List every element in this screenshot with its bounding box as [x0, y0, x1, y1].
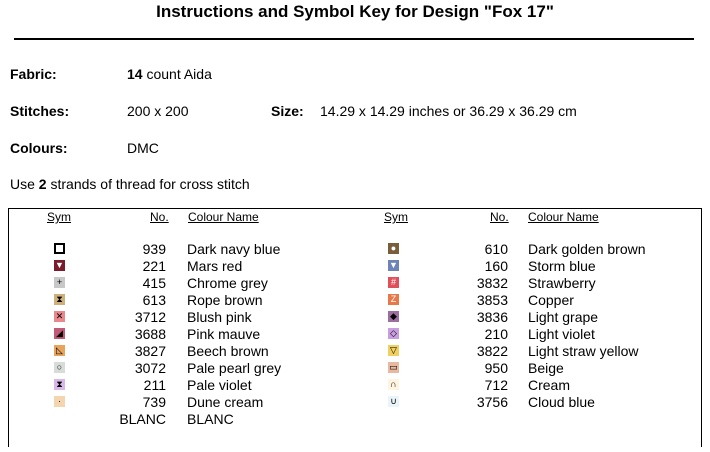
header-name-left: Colour Name	[188, 210, 259, 224]
dot-icon: ·	[54, 396, 65, 407]
colour-number: 3836	[476, 309, 508, 325]
stitches-label: Stitches:	[10, 103, 70, 119]
colour-number: 160	[484, 258, 508, 274]
colour-name: Pale pearl grey	[187, 360, 282, 376]
colour-number: 221	[142, 258, 166, 274]
colour-number: 3822	[476, 343, 508, 359]
colour-name: Copper	[528, 292, 574, 308]
fabric-value	[127, 66, 212, 82]
header-name-right: Colour Name	[528, 210, 599, 224]
cross-icon: ✕	[55, 311, 64, 321]
hollow-square-icon	[54, 243, 65, 254]
colour-name: Cream	[528, 377, 571, 393]
colour-name: Beige	[528, 360, 564, 376]
diamond-outline-icon: ◇	[388, 328, 399, 339]
colour-name: Light straw yellow	[528, 343, 639, 359]
colour-name: Rope brown	[187, 292, 263, 308]
colour-name: Pale violet	[187, 377, 252, 393]
instruction-post: strands of thread for cross stitch	[50, 176, 250, 192]
colour-number: 610	[484, 241, 508, 257]
fabric-count: 14	[127, 66, 143, 82]
colour-name: Cloud blue	[528, 394, 595, 410]
colour-name: Mars red	[187, 258, 243, 274]
colour-number: 3688	[134, 326, 166, 342]
colour-name: Chrome grey	[187, 275, 268, 291]
colour-number: 939	[142, 241, 166, 257]
colour-number: 3712	[134, 309, 166, 325]
diamond-icon: ◆	[388, 311, 399, 322]
plus-icon: +	[54, 277, 65, 288]
cup-icon: ∪	[388, 396, 399, 407]
triangle-outline-icon: ▽	[388, 345, 399, 356]
arch-icon: ∩	[388, 379, 399, 390]
page-title: Instructions and Symbol Key for Design "Fox 17"	[156, 2, 554, 21]
corner-triangle-icon: ◢	[54, 328, 65, 339]
triangle-down-icon: ▼	[389, 260, 398, 270]
size-label: Size:	[271, 103, 304, 119]
hourglass-icon: ⧗	[54, 379, 65, 390]
stitches-value: 200 x 200	[127, 103, 189, 119]
thread-instruction	[10, 176, 250, 192]
colour-name: BLANC	[187, 411, 234, 427]
colour-name: Beech brown	[187, 343, 269, 359]
circle-icon: ○	[54, 362, 65, 373]
colours-label: Colours:	[10, 140, 68, 156]
colour-name: Pink mauve	[187, 326, 261, 342]
fabric-label: Fabric:	[10, 66, 57, 82]
circle-icon: ●	[388, 243, 399, 254]
header-no-right: No.	[490, 210, 509, 224]
colour-number: 415	[142, 275, 166, 291]
colour-name: Dark navy blue	[187, 241, 281, 257]
colour-name: Storm blue	[528, 258, 596, 274]
colour-name: Blush pink	[187, 309, 252, 325]
colour-number: 3827	[134, 343, 166, 359]
colour-number: 3072	[134, 360, 166, 376]
triangle-down-icon: ▼	[55, 260, 64, 270]
colour-number: BLANC	[119, 411, 166, 427]
header-no-left: No.	[150, 210, 169, 224]
colour-number: 613	[142, 292, 166, 308]
instruction-pre: Use	[10, 176, 35, 192]
angle-icon: ◺	[54, 345, 65, 356]
colours-value: DMC	[127, 140, 159, 156]
size-value: 14.29 x 14.29 inches or 36.29 x 36.29 cm	[320, 103, 577, 119]
colour-name: Light grape	[528, 309, 599, 325]
colour-number: 211	[143, 377, 166, 393]
hourglass-icon: ⧗	[54, 294, 65, 305]
colour-number: 3832	[476, 275, 508, 291]
strand-count: 2	[38, 176, 47, 192]
colour-name: Strawberry	[528, 275, 596, 291]
colour-number: 712	[484, 377, 508, 393]
header-sym-right: Sym	[384, 210, 408, 224]
colour-name: Dark golden brown	[528, 241, 646, 257]
title-rule	[14, 38, 694, 40]
z-letter-icon: Z	[388, 294, 399, 305]
colour-number: 210	[484, 326, 508, 342]
blank-icon	[54, 413, 65, 424]
rectangle-icon: ▭	[389, 362, 398, 372]
colour-number: 950	[484, 360, 508, 376]
colour-number: 739	[142, 394, 166, 410]
header-sym-left: Sym	[47, 210, 71, 224]
hash-icon: #	[388, 277, 399, 288]
colour-name: Dune cream	[187, 394, 264, 410]
colour-number: 3756	[476, 394, 508, 410]
colour-number: 3853	[476, 292, 508, 308]
colour-name: Light violet	[528, 326, 595, 342]
fabric-text: count Aida	[146, 66, 212, 82]
